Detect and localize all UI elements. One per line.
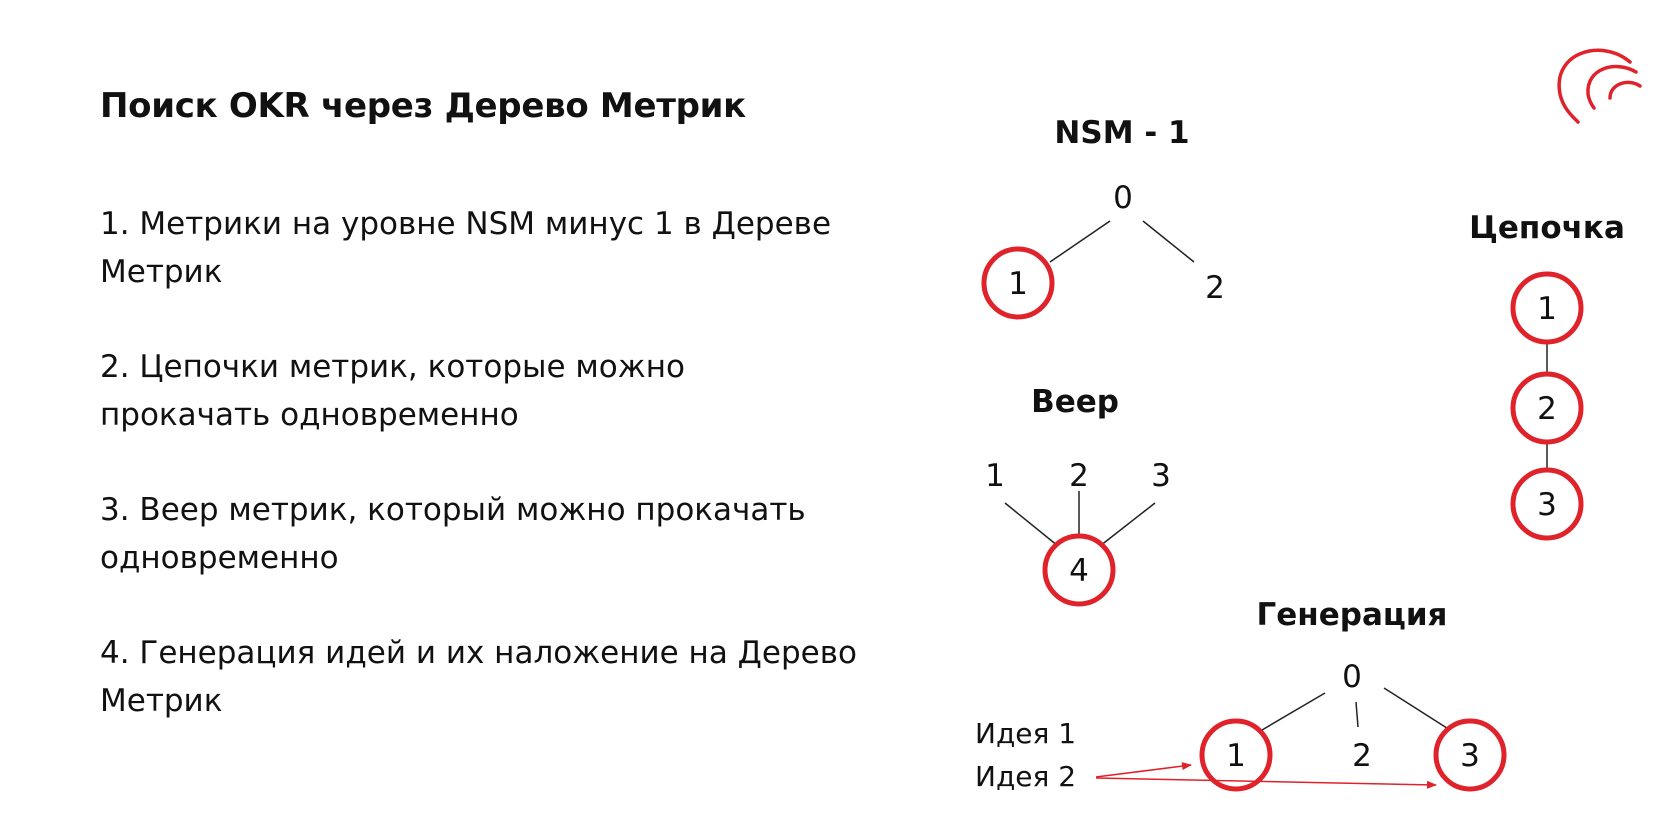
point-metric-chains: 2. Цепочки метрик, которые можно прокачать одновременно	[100, 349, 685, 433]
generation-node-middle: 2	[1352, 738, 1372, 774]
fan-diagram	[985, 384, 1171, 604]
point-metric-fan: 3. Веер метрик, который можно прокачать одновременно	[100, 492, 806, 576]
point-nsm-minus-one: 1. Метрики на уровне NSM минус 1 в Дереве Метрик	[100, 206, 832, 290]
generation-node-root: 0	[1342, 659, 1362, 695]
generation-edge-root-middle	[1356, 702, 1358, 727]
nsm-edge-root-left	[1050, 221, 1110, 262]
nsm-node-left: 1	[1008, 266, 1028, 302]
nsm-diagram-title: NSM - 1	[1054, 115, 1190, 151]
fan-node-center: 2	[1069, 458, 1089, 494]
idea-arrow-to-left-node	[1096, 765, 1191, 777]
generation-node-left: 1	[1226, 738, 1246, 774]
fan-node-right: 3	[1151, 458, 1171, 494]
chain-diagram	[1469, 210, 1625, 538]
generation-edge-root-left	[1262, 693, 1325, 730]
nsm-edge-root-right	[1143, 221, 1194, 262]
idea-label-one: Идея 1	[975, 717, 1077, 750]
idea-arrow-to-right-node	[1096, 778, 1436, 785]
fan-node-left: 1	[985, 458, 1005, 494]
generation-diagram-title: Генерация	[1256, 597, 1448, 633]
fan-edge-right-hub	[1100, 503, 1155, 546]
fan-diagram-title: Веер	[1031, 384, 1119, 420]
point-idea-generation: 4. Генерация идей и их наложение на Дерево Метрик	[100, 635, 857, 719]
idea-label-two: Идея 2	[975, 760, 1077, 793]
chain-node-middle: 2	[1537, 391, 1557, 427]
generation-diagram	[975, 597, 1504, 793]
fan-edge-left-hub	[1005, 503, 1058, 546]
nsm-node-right: 2	[1205, 270, 1225, 306]
nsm-node-root: 0	[1113, 180, 1133, 216]
generation-edge-root-right	[1384, 688, 1450, 730]
chain-node-bottom: 3	[1537, 487, 1557, 523]
fan-node-hub: 4	[1069, 553, 1089, 589]
slide-title: Поиск OKR через Дерево Метрик	[100, 86, 746, 126]
chain-diagram-title: Цепочка	[1469, 210, 1625, 246]
nsm-minus-one-diagram	[984, 115, 1225, 317]
chain-node-top: 1	[1537, 291, 1557, 327]
generation-node-right: 3	[1460, 738, 1480, 774]
